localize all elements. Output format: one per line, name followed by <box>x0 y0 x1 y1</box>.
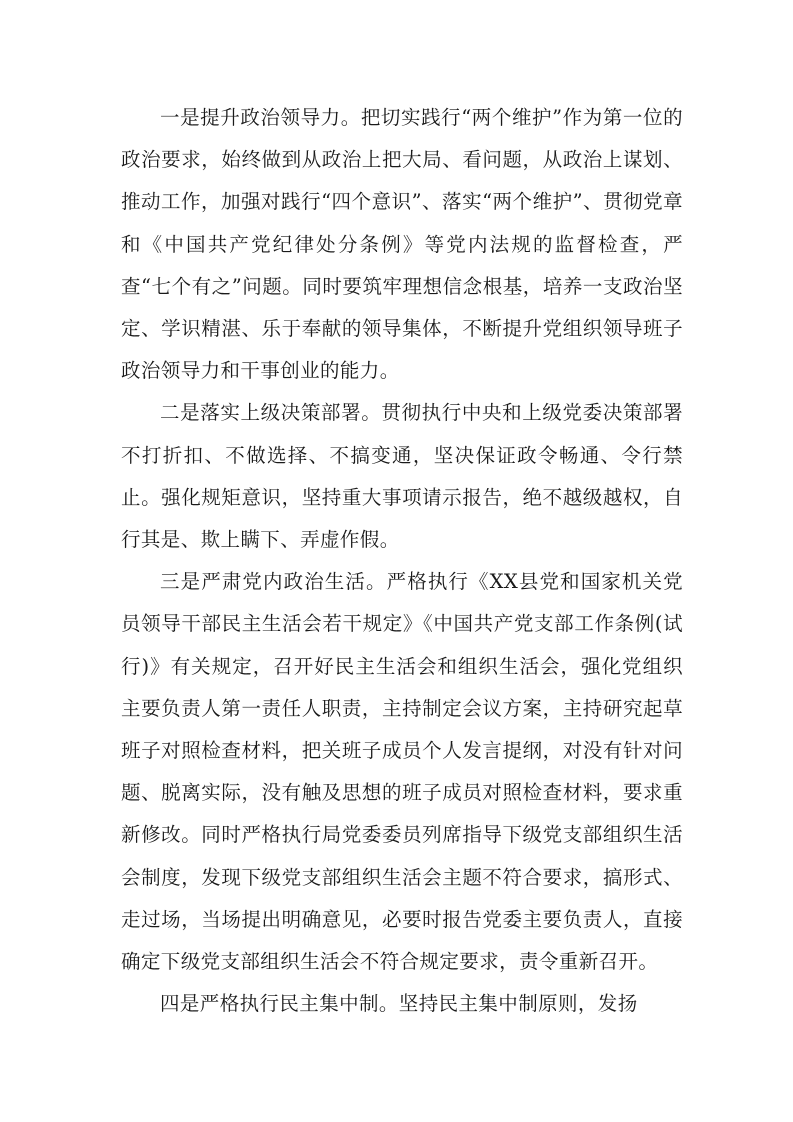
paragraph-decision-deployment: 二是落实上级决策部署。贯彻执行中央和上级党委决策部署不打折扣、不做选择、不搞变通，坚决保证政令畅通、令行禁止。强化规矩意识，坚持重大事项请示报告，绝不越级越权，自行其是、欺上瞒下、弄虚作假。 <box>121 401 683 552</box>
paragraph-democratic-centralism: 四是严格执行民主集中制。坚持民主集中制原则，发扬 <box>160 992 638 1016</box>
document-body <box>121 97 683 1025</box>
paragraph-party-political-life: 三是严肃党内政治生活。严格执行《XX县党和国家机关党员领导干部民主生活会若干规定》《中国共产党支部工作条例(试行)》有关规定，召开好民主生活会和组织生活会，强化党组织主要负责人第一责任人职责，主持制定会议方案，主持研究起草班子对照检查材料，把关班子成员个人发言提纲，对没有针对问题、脱离实际，没有触及思想的班子成员对照检查材料，要求重新修改。同时严格执行局党委委员列席指导下级党支部组织生活会制度，发现下级党支部组织生活会主题不符合要求，搞形式、走过场，当场提出明确意见，必要时报告党委主要负责人，直接确定下级党支部组织生活会不符合规定要求，责令重新召开。 <box>121 570 683 974</box>
paragraph-political-leadership: 一是提升政治领导力。把切实践行“两个维护”作为第一位的政治要求，始终做到从政治上把大局、看问题，从政治上谋划、推动工作，加强对践行“四个意识”、落实“两个维护”、贯彻党章和《中国共产党纪律处分条例》等党内法规的监督检查，严查“七个有之”问题。同时要筑牢理想信念根基，培养一支政治坚定、学识精湛、乐于奉献的领导集体，不断提升党组织领导班子政治领导力和干事创业的能力。 <box>121 106 683 383</box>
